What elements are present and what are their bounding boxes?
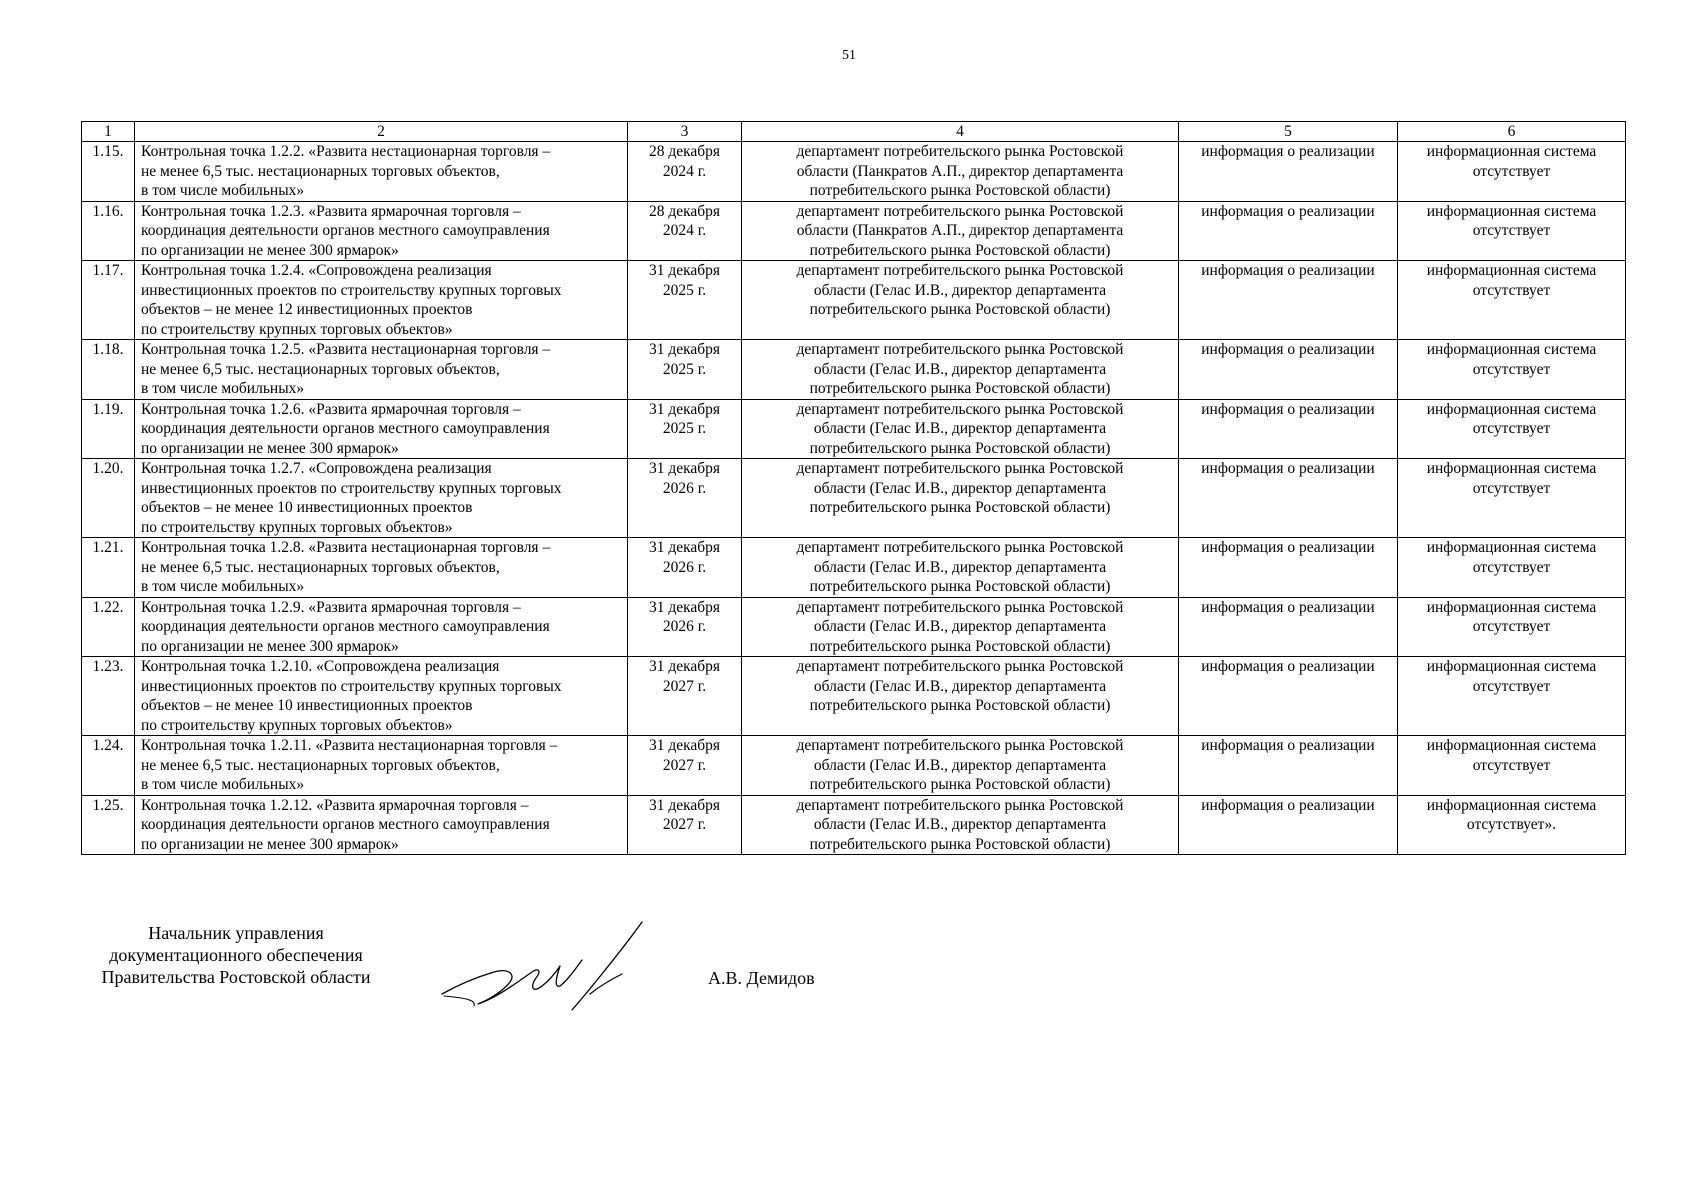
control-point-text-cell	[135, 340, 628, 400]
cell-line: по организации не менее 300 ярмарок»	[141, 637, 399, 655]
cell-line: Контрольная точка 1.2.8. «Развита нестационарная торговля –	[141, 539, 551, 556]
column-header: 3	[628, 122, 742, 142]
cell-line: отсутствует	[1472, 558, 1551, 576]
cell-line: области (Панкратов А.П., директор департамента	[796, 222, 1124, 239]
cell-line: 28 декабря	[648, 202, 721, 220]
responsible-cell	[742, 657, 1179, 736]
cell-line: 31 декабря	[648, 658, 721, 675]
cell-line: департамент потребительского рынка Ростовской	[796, 460, 1124, 477]
cell-line: информационная система	[1426, 598, 1597, 616]
row-number-cell: 1.24.	[82, 736, 135, 796]
cell-line: информационная система	[1426, 400, 1597, 418]
table-row	[82, 261, 1626, 340]
table-row	[82, 736, 1626, 796]
deadline-cell	[628, 201, 742, 261]
responsible-cell	[742, 538, 1179, 598]
cell-line: координация деятельности органов местного самоуправления	[141, 420, 550, 437]
signatory-position-line: Правительства Ростовской области	[101, 967, 371, 987]
cell-line: потребительского рынка Ростовской области)	[809, 499, 1111, 516]
cell-line: департамент потребительского рынка Ростовской	[796, 262, 1124, 279]
control-point-text-cell	[135, 736, 628, 796]
responsible-cell	[742, 201, 1179, 261]
cell-line: инвестиционных проектов по строительству крупных торговых	[141, 677, 562, 695]
cell-line: информационная система	[1426, 143, 1597, 160]
cell-line: 31 декабря	[648, 598, 721, 616]
information-system-cell	[1398, 795, 1626, 855]
signatory-position-line: Начальник управления	[148, 923, 324, 943]
deadline-cell	[628, 459, 742, 538]
cell-line: 31 декабря	[648, 796, 721, 814]
document-type-cell: информация о реализации	[1179, 597, 1398, 657]
information-system-cell	[1398, 261, 1626, 340]
document-type-cell: информация о реализации	[1179, 657, 1398, 736]
cell-line: 2024 г.	[662, 222, 707, 239]
cell-line: не менее 6,5 тыс. нестационарных торговых объектов,	[141, 756, 500, 774]
information-system-cell	[1398, 142, 1626, 202]
cell-line: инвестиционных проектов по строительству крупных торговых	[141, 281, 562, 299]
cell-line: информационная система	[1426, 796, 1597, 814]
document-type-cell: информация о реализации	[1179, 736, 1398, 796]
document-type-cell: информация о реализации	[1179, 538, 1398, 598]
cell-line: отсутствует	[1472, 162, 1551, 180]
cell-line: информационная система	[1426, 737, 1597, 754]
control-point-text-cell	[135, 795, 628, 855]
table-header-row	[82, 122, 1626, 142]
cell-line: в том числе мобильных»	[141, 776, 305, 793]
cell-line: отсутствует	[1472, 618, 1551, 635]
responsible-cell	[742, 459, 1179, 538]
cell-line: потребительского рынка Ростовской области)	[809, 578, 1111, 595]
cell-line: объектов – не менее 10 инвестиционных проектов	[141, 499, 473, 516]
cell-line: информационная система	[1426, 539, 1597, 556]
cell-line: в том числе мобильных»	[141, 182, 305, 199]
cell-line: 2026 г.	[662, 618, 707, 635]
signatory-position-line: документационного обеспечения	[109, 945, 363, 965]
cell-line: 31 декабря	[648, 262, 721, 279]
cell-line: координация деятельности органов местного самоуправления	[141, 222, 550, 239]
information-system-cell	[1398, 399, 1626, 459]
cell-line: Контрольная точка 1.2.7. «Сопровождена реализация	[141, 460, 492, 477]
table-row	[82, 538, 1626, 598]
row-number-cell: 1.20.	[82, 459, 135, 538]
information-system-cell	[1398, 538, 1626, 598]
document-type-cell: информация о реализации	[1179, 399, 1398, 459]
cell-line: по строительству крупных торговых объектов»	[141, 716, 453, 734]
row-number-cell: 1.15.	[82, 142, 135, 202]
cell-line: Контрольная точка 1.2.10. «Сопровождена реализация	[141, 658, 500, 675]
cell-line: инвестиционных проектов по строительству крупных торговых	[141, 479, 562, 497]
cell-line: потребительского рынка Ростовской области)	[809, 776, 1111, 793]
cell-line: по строительству крупных торговых объектов»	[141, 320, 453, 338]
control-point-text-cell	[135, 399, 628, 459]
deadline-cell	[628, 657, 742, 736]
cell-line: области (Гелас И.В., директор департамента	[813, 618, 1107, 635]
signatory-name: А.В. Демидов	[708, 968, 815, 988]
cell-line: 2026 г.	[662, 479, 707, 497]
cell-line: 31 декабря	[648, 400, 721, 418]
cell-line: 28 декабря	[648, 143, 721, 160]
cell-line: отсутствует	[1472, 222, 1551, 239]
cell-line: отсутствует	[1472, 360, 1551, 378]
table-row	[82, 795, 1626, 855]
cell-line: потребительского рынка Ростовской области)	[809, 835, 1111, 853]
row-number-cell: 1.21.	[82, 538, 135, 598]
control-point-text-cell	[135, 459, 628, 538]
cell-line: 2025 г.	[662, 281, 707, 299]
deadline-cell	[628, 261, 742, 340]
cell-line: отсутствует	[1472, 281, 1551, 299]
table-row	[82, 597, 1626, 657]
control-point-text-cell	[135, 261, 628, 340]
cell-line: 2026 г.	[662, 558, 707, 576]
information-system-cell	[1398, 201, 1626, 261]
page-number: 51	[842, 48, 856, 63]
cell-line: департамент потребительского рынка Ростовской	[796, 737, 1124, 754]
cell-line: Контрольная точка 1.2.3. «Развита ярмарочная торговля –	[141, 202, 521, 220]
cell-line: информационная система	[1426, 202, 1597, 220]
cell-line: информационная система	[1426, 658, 1597, 675]
cell-line: 2024 г.	[662, 162, 707, 180]
row-number-cell: 1.25.	[82, 795, 135, 855]
cell-line: 31 декабря	[648, 341, 721, 358]
control-point-text-cell	[135, 142, 628, 202]
table-body	[82, 142, 1626, 855]
cell-line: потребительского рынка Ростовской области)	[809, 697, 1111, 714]
deadline-cell	[628, 736, 742, 796]
column-header: 6	[1398, 122, 1626, 142]
cell-line: 2027 г.	[662, 677, 707, 695]
cell-line: департамент потребительского рынка Ростовской	[796, 143, 1124, 160]
control-point-text-cell	[135, 657, 628, 736]
cell-line: потребительского рынка Ростовской области)	[809, 439, 1111, 457]
cell-line: департамент потребительского рынка Ростовской	[796, 341, 1124, 358]
information-system-cell	[1398, 597, 1626, 657]
cell-line: информационная система	[1426, 341, 1597, 358]
cell-line: отсутствует».	[1466, 816, 1557, 833]
control-point-text-cell	[135, 538, 628, 598]
cell-line: 31 декабря	[648, 737, 721, 754]
cell-line: области (Гелас И.В., директор департамента	[813, 479, 1107, 497]
responsible-cell	[742, 340, 1179, 400]
deadline-cell	[628, 795, 742, 855]
control-points-table	[81, 121, 1626, 855]
cell-line: координация деятельности органов местного самоуправления	[141, 618, 550, 635]
cell-line: Контрольная точка 1.2.6. «Развита ярмарочная торговля –	[141, 400, 521, 418]
cell-line: 2025 г.	[662, 360, 707, 378]
document-type-cell: информация о реализации	[1179, 340, 1398, 400]
cell-line: информационная система	[1426, 460, 1597, 477]
responsible-cell	[742, 795, 1179, 855]
cell-line: отсутствует	[1472, 479, 1551, 497]
document-type-cell: информация о реализации	[1179, 201, 1398, 261]
cell-line: по организации не менее 300 ярмарок»	[141, 241, 399, 259]
document-type-cell: информация о реализации	[1179, 261, 1398, 340]
cell-line: по организации не менее 300 ярмарок»	[141, 439, 399, 457]
cell-line: Контрольная точка 1.2.4. «Сопровождена реализация	[141, 262, 492, 279]
row-number-cell: 1.18.	[82, 340, 135, 400]
cell-line: отсутствует	[1472, 756, 1551, 774]
handwritten-signature	[436, 902, 656, 1022]
information-system-cell	[1398, 340, 1626, 400]
table-row	[82, 201, 1626, 261]
cell-line: потребительского рынка Ростовской области)	[809, 637, 1111, 655]
cell-line: области (Панкратов А.П., директор департамента	[796, 162, 1124, 180]
document-type-cell: информация о реализации	[1179, 795, 1398, 855]
cell-line: 31 декабря	[648, 460, 721, 477]
responsible-cell	[742, 142, 1179, 202]
cell-line: департамент потребительского рынка Ростовской	[796, 202, 1124, 220]
cell-line: 2027 г.	[662, 756, 707, 774]
table-row	[82, 459, 1626, 538]
cell-line: области (Гелас И.В., директор департамента	[813, 281, 1107, 299]
information-system-cell	[1398, 736, 1626, 796]
deadline-cell	[628, 340, 742, 400]
information-system-cell	[1398, 459, 1626, 538]
cell-line: департамент потребительского рынка Ростовской	[796, 539, 1124, 556]
column-header: 5	[1179, 122, 1398, 142]
control-point-text-cell	[135, 597, 628, 657]
document-type-cell: информация о реализации	[1179, 142, 1398, 202]
cell-line: департамент потребительского рынка Ростовской	[796, 598, 1124, 616]
cell-line: потребительского рынка Ростовской области)	[809, 380, 1111, 397]
table-row	[82, 657, 1626, 736]
cell-line: области (Гелас И.В., директор департамента	[813, 677, 1107, 695]
cell-line: координация деятельности органов местного самоуправления	[141, 816, 550, 833]
cell-line: Контрольная точка 1.2.9. «Развита ярмарочная торговля –	[141, 598, 521, 616]
row-number-cell: 1.19.	[82, 399, 135, 459]
control-point-text-cell	[135, 201, 628, 261]
row-number-cell: 1.23.	[82, 657, 135, 736]
cell-line: 31 декабря	[648, 539, 721, 556]
cell-line: объектов – не менее 12 инвестиционных проектов	[141, 301, 473, 318]
cell-line: Контрольная точка 1.2.11. «Развита нестационарная торговля –	[141, 737, 558, 754]
document-type-cell: информация о реализации	[1179, 459, 1398, 538]
deadline-cell	[628, 142, 742, 202]
responsible-cell	[742, 597, 1179, 657]
cell-line: отсутствует	[1472, 420, 1551, 437]
deadline-cell	[628, 597, 742, 657]
signatory-position	[76, 922, 396, 988]
responsible-cell	[742, 261, 1179, 340]
cell-line: потребительского рынка Ростовской области)	[809, 241, 1111, 259]
column-header: 1	[82, 122, 135, 142]
cell-line: области (Гелас И.В., директор департамента	[813, 558, 1107, 576]
cell-line: 2027 г.	[662, 816, 707, 833]
cell-line: департамент потребительского рынка Ростовской	[796, 796, 1124, 814]
cell-line: области (Гелас И.В., директор департамента	[813, 360, 1107, 378]
responsible-cell	[742, 736, 1179, 796]
cell-line: потребительского рынка Ростовской области)	[809, 182, 1111, 199]
responsible-cell	[742, 399, 1179, 459]
cell-line: не менее 6,5 тыс. нестационарных торговых объектов,	[141, 558, 500, 576]
column-header: 2	[135, 122, 628, 142]
row-number-cell: 1.22.	[82, 597, 135, 657]
information-system-cell	[1398, 657, 1626, 736]
cell-line: по строительству крупных торговых объектов»	[141, 518, 453, 536]
table-row	[82, 340, 1626, 400]
deadline-cell	[628, 399, 742, 459]
row-number-cell: 1.17.	[82, 261, 135, 340]
cell-line: объектов – не менее 10 инвестиционных проектов	[141, 697, 473, 714]
cell-line: Контрольная точка 1.2.12. «Развита ярмарочная торговля –	[141, 796, 529, 814]
table-row	[82, 142, 1626, 202]
cell-line: по организации не менее 300 ярмарок»	[141, 835, 399, 853]
cell-line: департамент потребительского рынка Ростовской	[796, 658, 1124, 675]
cell-line: в том числе мобильных»	[141, 578, 305, 595]
cell-line: не менее 6,5 тыс. нестационарных торговых объектов,	[141, 162, 500, 180]
cell-line: информационная система	[1426, 262, 1597, 279]
cell-line: Контрольная точка 1.2.5. «Развита нестационарная торговля –	[141, 341, 551, 358]
cell-line: области (Гелас И.В., директор департамента	[813, 756, 1107, 774]
cell-line: Контрольная точка 1.2.2. «Развита нестационарная торговля –	[141, 143, 551, 160]
cell-line: области (Гелас И.В., директор департамента	[813, 420, 1107, 437]
cell-line: потребительского рынка Ростовской области)	[809, 301, 1111, 318]
table-row	[82, 399, 1626, 459]
cell-line: области (Гелас И.В., директор департамента	[813, 816, 1107, 833]
cell-line: 2025 г.	[662, 420, 707, 437]
cell-line: в том числе мобильных»	[141, 380, 305, 397]
column-header: 4	[742, 122, 1179, 142]
row-number-cell: 1.16.	[82, 201, 135, 261]
cell-line: департамент потребительского рынка Ростовской	[796, 400, 1124, 418]
cell-line: отсутствует	[1472, 677, 1551, 695]
cell-line: не менее 6,5 тыс. нестационарных торговых объектов,	[141, 360, 500, 378]
deadline-cell	[628, 538, 742, 598]
